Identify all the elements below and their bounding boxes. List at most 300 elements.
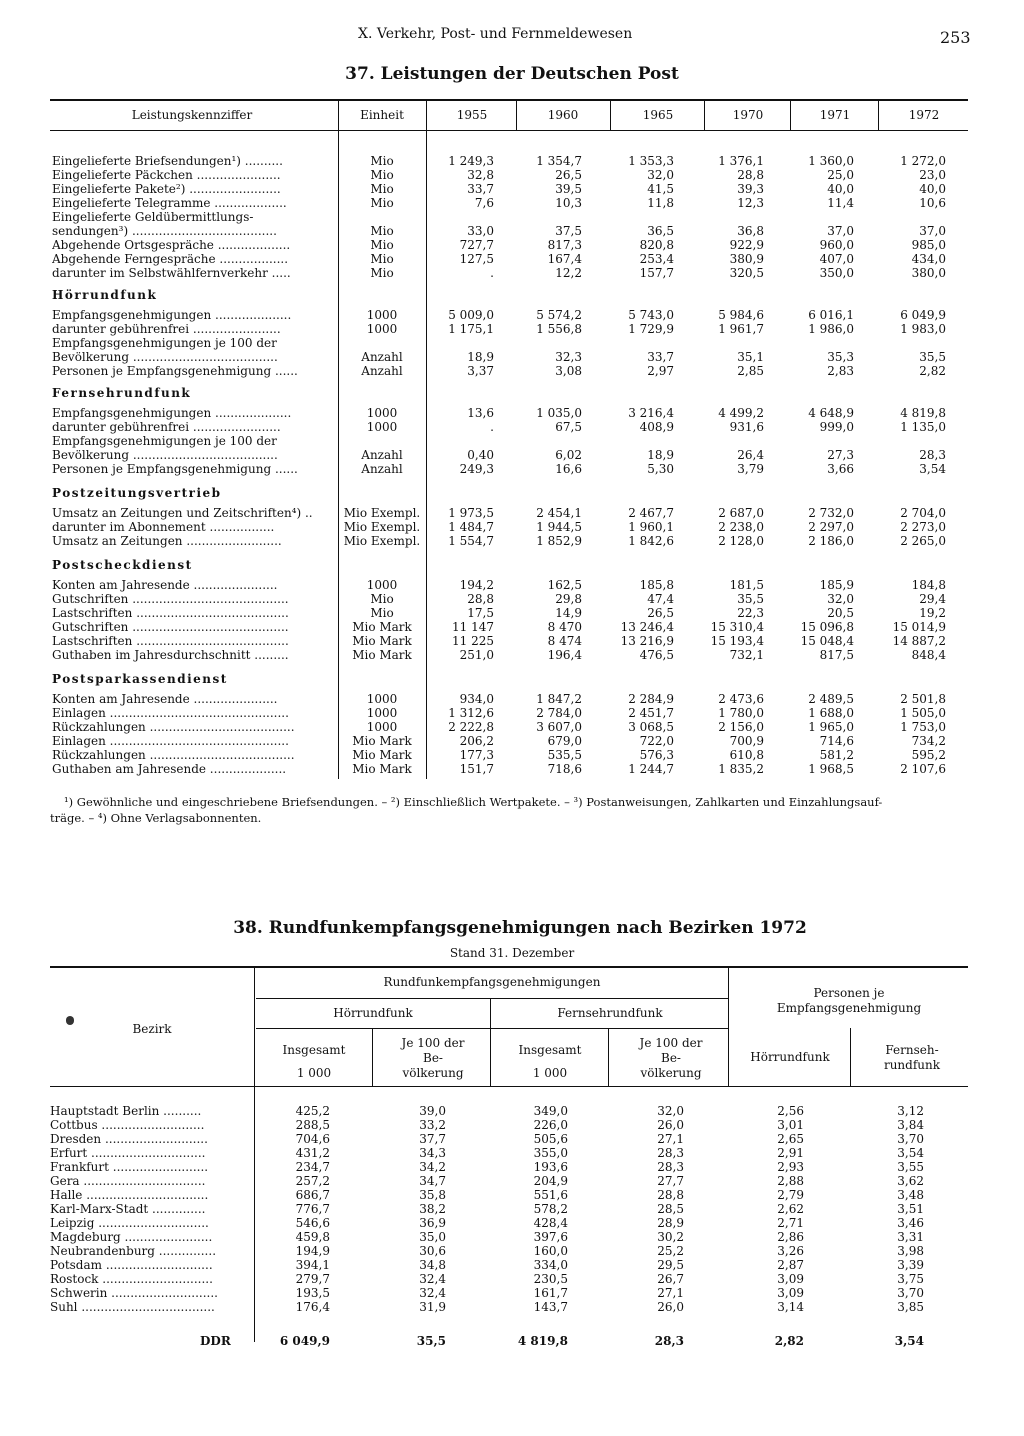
t38-cell: 2,56 — [777, 1104, 804, 1118]
t37-cell: 3 216,4 — [628, 406, 674, 420]
t37-cell: 194,2 — [459, 578, 494, 592]
t38-row-label: Cottbus ........................... — [50, 1118, 205, 1132]
t38-cell: 193,5 — [295, 1286, 330, 1300]
t37-cell: 15 096,8 — [800, 620, 854, 634]
t37-cell: 380,9 — [729, 252, 764, 266]
t37-cell: 26,4 — [737, 448, 764, 462]
t37-row-label: Lastschriften ........................................ — [52, 606, 289, 620]
t38-cell: 3,12 — [897, 1104, 924, 1118]
t37-cell: 5 009,0 — [448, 308, 494, 322]
t38-cell: 2,87 — [777, 1258, 804, 1272]
t37-cell: 0,40 — [467, 448, 494, 462]
t37-row-label: Eingelieferte Geldübermittlungs- — [52, 210, 254, 224]
t37-cell: 14,9 — [555, 606, 582, 620]
t37-cell: 817,3 — [547, 238, 582, 252]
t37-cell: 1 175,1 — [448, 322, 494, 336]
t37-cell: 2 297,0 — [808, 520, 854, 534]
t37-row-label: Gutschriften ......................................... — [52, 620, 289, 634]
t37-cell: 848,4 — [911, 648, 946, 662]
t37-cell: 1 554,7 — [448, 534, 494, 548]
t37-row-unit: 1000 — [366, 706, 398, 720]
t38-cell: 349,0 — [533, 1104, 568, 1118]
t38-cell: 2,71 — [777, 1216, 804, 1230]
t37-cell: 732,1 — [729, 648, 764, 662]
t37-cell: 5 984,6 — [718, 308, 764, 322]
t37-cell: 11 225 — [452, 634, 494, 648]
t38-row-label: Gera ................................ — [50, 1174, 206, 1188]
t37-cell: 36,8 — [737, 224, 764, 238]
t37-cell: 33,0 — [467, 224, 494, 238]
t37-row-label: Lastschriften ........................................ — [52, 634, 289, 648]
t37-cell: 11,4 — [827, 196, 854, 210]
t38-cell: 31,9 — [419, 1300, 446, 1314]
t38-cell: 3,55 — [897, 1160, 924, 1174]
t37-cell: 12,2 — [555, 266, 582, 280]
t37-cell: 13 216,9 — [620, 634, 674, 648]
t37-col-header: 1960 — [547, 108, 579, 122]
t38-cell: 428,4 — [533, 1216, 568, 1230]
t37-cell: 29,8 — [555, 592, 582, 606]
t37-cell: 1 965,0 — [808, 720, 854, 734]
t37-row-unit: 1000 — [366, 406, 398, 420]
t38-cell: 3,31 — [897, 1230, 924, 1244]
t37-cell: 23,0 — [919, 168, 946, 182]
t37-cell: 40,0 — [919, 182, 946, 196]
t37-cell: 11,8 — [647, 196, 674, 210]
t37-row-label: sendungen³) ...................................... — [52, 224, 277, 238]
t38-cell: 161,7 — [533, 1286, 568, 1300]
t37-cell: 14 887,2 — [892, 634, 946, 648]
t37-cell: 1 983,0 — [900, 322, 946, 336]
t37-row-label: Empfangsgenehmigungen .................... — [52, 406, 292, 420]
t38-cell: 28,3 — [657, 1160, 684, 1174]
t37-cell: 5 743,0 — [628, 308, 674, 322]
t38-cell: 2,88 — [777, 1174, 804, 1188]
t37-cell: 32,0 — [827, 592, 854, 606]
t38-cell: 2,62 — [777, 1202, 804, 1216]
t37-row-unit: 1000 — [366, 420, 398, 434]
t38-cell: 26,0 — [657, 1300, 684, 1314]
t37-cell: 2 501,8 — [900, 692, 946, 706]
t37-cell: 35,3 — [827, 350, 854, 364]
t37-cell: 581,2 — [819, 748, 854, 762]
t37-row-unit: Mio — [370, 266, 394, 280]
t37-row-label: Gutschriften ......................................... — [52, 592, 289, 606]
t37-cell: 1 835,2 — [718, 762, 764, 776]
t38-cell: 2,65 — [777, 1132, 804, 1146]
t37-row-label: Guthaben am Jahresende .................... — [52, 762, 287, 776]
t38-cell: 27,1 — [657, 1132, 684, 1146]
t38-cell: 3,48 — [897, 1188, 924, 1202]
t37-row-unit: Mio Mark — [352, 620, 412, 634]
t38-cell: 288,5 — [295, 1118, 330, 1132]
t38-row-label: Schwerin ............................ — [50, 1286, 218, 1300]
t38-cell: 234,7 — [295, 1160, 330, 1174]
t37-cell: 2 128,0 — [718, 534, 764, 548]
t37-row-unit: 1000 — [366, 692, 398, 706]
t37-cell: 679,0 — [547, 734, 582, 748]
t37-cell: 1 973,5 — [448, 506, 494, 520]
t37-cell: 67,5 — [555, 420, 582, 434]
t37-cell: 19,2 — [919, 606, 946, 620]
t37-cell: 47,4 — [647, 592, 674, 606]
t37-cell: 5 574,2 — [536, 308, 582, 322]
t37-cell: 1 505,0 — [900, 706, 946, 720]
t37-cell: 3,66 — [827, 462, 854, 476]
t37-cell: 177,3 — [459, 748, 494, 762]
t38-cell: 3,09 — [777, 1272, 804, 1286]
t37-cell: 28,3 — [919, 448, 946, 462]
t37-cell: 37,5 — [555, 224, 582, 238]
t37-row-unit: Mio — [370, 592, 394, 606]
t37-cell: 27,3 — [827, 448, 854, 462]
t38-cell: 394,1 — [295, 1258, 330, 1272]
t38-cell: 193,6 — [533, 1160, 568, 1174]
t37-cell: 718,6 — [547, 762, 582, 776]
t38-row-label: Halle ................................ — [50, 1188, 209, 1202]
t37-cell: 2 107,6 — [900, 762, 946, 776]
t38-cell: 3,70 — [897, 1132, 924, 1146]
t37-cell: 251,0 — [459, 648, 494, 662]
t37-cell: 10,3 — [555, 196, 582, 210]
t37-cell: 2 687,0 — [718, 506, 764, 520]
t37-cell: 1 960,1 — [628, 520, 674, 534]
t37-col-header: 1972 — [908, 108, 940, 122]
t37-row-unit: Anzahl — [361, 448, 403, 462]
table-38-title: 38. Rundfunkempfangsgenehmigungen nach Bezirken 1972 — [233, 918, 807, 938]
t37-cell: 11 147 — [452, 620, 494, 634]
t38-header-je100-fern: Je 100 der Be- völkerung — [639, 1036, 703, 1080]
t38-cell: 34,8 — [419, 1258, 446, 1272]
t37-row-label: Rückzahlungen ...................................... — [52, 720, 295, 734]
t37-cell: 2,82 — [919, 364, 946, 378]
t37-row-unit: Mio — [370, 168, 394, 182]
t37-cell: 610,8 — [729, 748, 764, 762]
t37-cell: 15 048,4 — [800, 634, 854, 648]
t38-cell: 28,9 — [657, 1216, 684, 1230]
t38-header-unit-fern: 1 000 — [532, 1066, 568, 1080]
t38-cell: 160,0 — [533, 1244, 568, 1258]
t37-row-unit: Mio Mark — [352, 748, 412, 762]
t38-total-cell: 6 049,9 — [279, 1334, 330, 1348]
t37-row-label: Eingelieferte Pakete²) ........................ — [52, 182, 281, 196]
t37-cell: 1 842,6 — [628, 534, 674, 548]
t38-cell: 32,4 — [419, 1286, 446, 1300]
t37-cell: 1 484,7 — [448, 520, 494, 534]
t37-col-header: 1965 — [642, 108, 674, 122]
t38-cell: 686,7 — [295, 1188, 330, 1202]
t37-cell: 1 360,0 — [808, 154, 854, 168]
t37-row-unit: Mio — [370, 182, 394, 196]
t37-cell: 3,79 — [737, 462, 764, 476]
t37-cell: 18,9 — [467, 350, 494, 364]
t37-cell: 3,37 — [467, 364, 494, 378]
t37-cell: 2 284,9 — [628, 692, 674, 706]
t37-cell: 1 729,9 — [628, 322, 674, 336]
t37-cell: 2,85 — [737, 364, 764, 378]
table-37-footnote-2: träge. – ⁴) Ohne Verlagsabonnenten. — [50, 811, 262, 825]
t38-cell: 30,6 — [419, 1244, 446, 1258]
t38-cell: 25,2 — [657, 1244, 684, 1258]
t37-cell: 3 607,0 — [536, 720, 582, 734]
t38-cell: 226,0 — [533, 1118, 568, 1132]
t37-cell: 1 847,2 — [536, 692, 582, 706]
t37-cell: 15 310,4 — [710, 620, 764, 634]
t37-cell: 727,7 — [459, 238, 494, 252]
t38-total-cell: 28,3 — [654, 1334, 684, 1348]
t38-header-unit-hoer: 1 000 — [296, 1066, 332, 1080]
t37-cell: 16,6 — [555, 462, 582, 476]
t37-cell: 350,0 — [819, 266, 854, 280]
t38-cell: 32,0 — [657, 1104, 684, 1118]
t37-cell: 37,0 — [827, 224, 854, 238]
t38-header-group: Rundfunkempfangsgenehmigungen — [383, 975, 601, 989]
t37-cell: 1 961,7 — [718, 322, 764, 336]
t37-cell: 1 852,9 — [536, 534, 582, 548]
t37-row-label: Konten am Jahresende ...................... — [52, 578, 278, 592]
t38-cell: 776,7 — [295, 1202, 330, 1216]
table-37-footnote-1: ¹) Gewöhnliche und eingeschriebene Briefsendungen. – ²) Einschließlich Wertpakete. – ³) Postanweisungen, Zahlkarten und Einzahlungsauf- — [64, 795, 883, 809]
t37-cell: 407,0 — [819, 252, 854, 266]
t38-cell: 3,62 — [897, 1174, 924, 1188]
t38-row-label: Magdeburg ....................... — [50, 1230, 213, 1244]
t38-header-persons-fern: Fernseh- rundfunk — [883, 1043, 941, 1072]
t37-cell: 2 784,0 — [536, 706, 582, 720]
t38-cell: 3,70 — [897, 1286, 924, 1300]
t37-cell: 3,08 — [555, 364, 582, 378]
t37-row-label: Bevölkerung ...................................... — [52, 350, 278, 364]
t37-cell: 35,5 — [919, 350, 946, 364]
t38-cell: 33,2 — [419, 1118, 446, 1132]
t38-header-je100-hoer: Je 100 der Be- völkerung — [401, 1036, 465, 1080]
t37-cell: 1 312,6 — [448, 706, 494, 720]
t38-row-label: Dresden ........................... — [50, 1132, 208, 1146]
t37-cell: 1 354,7 — [536, 154, 582, 168]
t38-header-persons-hoer: Hörrundfunk — [750, 1050, 830, 1064]
t37-cell: 2 473,6 — [718, 692, 764, 706]
t38-row-label: Potsdam ............................ — [50, 1258, 213, 1272]
t37-cell: 1 968,5 — [808, 762, 854, 776]
t37-row-label: Eingelieferte Briefsendungen¹) .......... — [52, 154, 283, 168]
t38-header-bezirk: Bezirk — [132, 1022, 172, 1036]
t37-row-unit: Anzahl — [361, 364, 403, 378]
t38-row-label: Erfurt .............................. — [50, 1146, 206, 1160]
t38-cell: 2,93 — [777, 1160, 804, 1174]
t37-row-label: darunter gebührenfrei ....................... — [52, 322, 281, 336]
t38-cell: 459,8 — [295, 1230, 330, 1244]
t37-cell: 26,5 — [555, 168, 582, 182]
t37-row-unit: Anzahl — [361, 350, 403, 364]
t37-cell: 35,5 — [737, 592, 764, 606]
t37-cell: 3,54 — [919, 462, 946, 476]
t37-row-label: Konten am Jahresende ...................... — [52, 692, 278, 706]
t37-row-unit: Mio Exempl. — [343, 520, 421, 534]
t37-section-heading: Hörrundfunk — [52, 288, 158, 302]
t38-cell: 425,2 — [295, 1104, 330, 1118]
t38-cell: 34,2 — [419, 1160, 446, 1174]
t37-cell: 33,7 — [467, 182, 494, 196]
t37-cell: 576,3 — [639, 748, 674, 762]
t38-cell: 38,2 — [419, 1202, 446, 1216]
t38-total-cell: 2,82 — [774, 1334, 804, 1348]
t37-cell: 17,5 — [467, 606, 494, 620]
t37-cell: 2 454,1 — [536, 506, 582, 520]
t37-cell: 1 986,0 — [808, 322, 854, 336]
t38-header-insgesamt-fern: Insgesamt — [518, 1043, 582, 1057]
t37-cell: 408,9 — [639, 420, 674, 434]
t37-cell: 8 470 — [547, 620, 582, 634]
t37-row-unit: Mio Mark — [352, 648, 412, 662]
t37-cell: 6,02 — [555, 448, 582, 462]
table-37-title: 37. Leistungen der Deutschen Post — [345, 64, 679, 84]
t37-cell: 39,3 — [737, 182, 764, 196]
t38-cell: 3,01 — [777, 1118, 804, 1132]
t38-cell: 29,5 — [657, 1258, 684, 1272]
t37-cell: 380,0 — [911, 266, 946, 280]
t37-cell: 922,9 — [729, 238, 764, 252]
page-number: 253 — [940, 28, 971, 47]
t37-row-label: Guthaben im Jahresdurchschnitt ......... — [52, 648, 289, 662]
t37-cell: . — [490, 420, 494, 434]
t37-cell: 722,0 — [639, 734, 674, 748]
t38-cell: 3,26 — [777, 1244, 804, 1258]
t37-cell: 595,2 — [911, 748, 946, 762]
t37-row-unit: Mio — [370, 238, 394, 252]
t38-cell: 3,51 — [897, 1202, 924, 1216]
t38-total-cell: 3,54 — [894, 1334, 924, 1348]
t37-cell: 1 780,0 — [718, 706, 764, 720]
t38-cell: 28,5 — [657, 1202, 684, 1216]
t37-cell: 4 819,8 — [900, 406, 946, 420]
t37-row-label: Bevölkerung ...................................... — [52, 448, 278, 462]
t37-cell: 36,5 — [647, 224, 674, 238]
t38-cell: 3,46 — [897, 1216, 924, 1230]
t38-cell: 3,85 — [897, 1300, 924, 1314]
t37-cell: 253,4 — [639, 252, 674, 266]
t37-cell: 2 467,7 — [628, 506, 674, 520]
t38-cell: 355,0 — [533, 1146, 568, 1160]
t37-cell: 33,7 — [647, 350, 674, 364]
t37-section-heading: Postsparkassendienst — [52, 672, 228, 686]
running-title: X. Verkehr, Post- und Fernmeldewesen — [358, 26, 633, 42]
t37-col-header: Leistungskennziffer — [131, 108, 253, 122]
t37-cell: 184,8 — [911, 578, 946, 592]
t37-row-label: Abgehende Ferngespräche .................. — [52, 252, 289, 266]
t38-cell: 28,8 — [657, 1188, 684, 1202]
t37-cell: 999,0 — [819, 420, 854, 434]
t37-cell: 206,2 — [459, 734, 494, 748]
t38-cell: 143,7 — [533, 1300, 568, 1314]
t37-col-header: Einheit — [360, 108, 404, 122]
t37-cell: 13 246,4 — [620, 620, 674, 634]
t37-section-heading: Postscheckdienst — [52, 558, 193, 572]
t37-cell: 28,8 — [467, 592, 494, 606]
t37-cell: 985,0 — [911, 238, 946, 252]
t37-cell: 28,8 — [737, 168, 764, 182]
t37-cell: 167,4 — [547, 252, 582, 266]
t37-cell: 22,3 — [737, 606, 764, 620]
t37-row-label: Einlagen ............................................... — [52, 734, 289, 748]
t38-total-label: DDR — [200, 1334, 231, 1348]
t38-cell: 2,91 — [777, 1146, 804, 1160]
t38-total-cell: 35,5 — [416, 1334, 446, 1348]
t38-cell: 230,5 — [533, 1272, 568, 1286]
t37-cell: 714,6 — [819, 734, 854, 748]
t37-row-unit: 1000 — [366, 720, 398, 734]
t37-row-unit: 1000 — [366, 308, 398, 322]
t37-cell: 1 249,3 — [448, 154, 494, 168]
t37-cell: 2 222,8 — [448, 720, 494, 734]
t38-cell: 505,6 — [533, 1132, 568, 1146]
table-38-subtitle: Stand 31. Dezember — [449, 946, 575, 960]
t37-cell: 2 273,0 — [900, 520, 946, 534]
t37-row-unit: Anzahl — [361, 462, 403, 476]
t37-row-label: Einlagen ............................................... — [52, 706, 289, 720]
t37-row-label: Empfangsgenehmigungen je 100 der — [52, 434, 277, 448]
t37-cell: 41,5 — [647, 182, 674, 196]
t37-cell: 13,6 — [467, 406, 494, 420]
t37-row-label: Eingelieferte Päckchen ...................... — [52, 168, 281, 182]
t38-cell: 34,3 — [419, 1146, 446, 1160]
t37-cell: 2 186,0 — [808, 534, 854, 548]
t38-cell: 3,39 — [897, 1258, 924, 1272]
t37-cell: 37,0 — [919, 224, 946, 238]
t37-row-unit: Mio Exempl. — [343, 534, 421, 548]
t37-cell: 7,6 — [474, 196, 494, 210]
t37-cell: 734,2 — [911, 734, 946, 748]
t37-row-label: Empfangsgenehmigungen je 100 der — [52, 336, 277, 350]
t37-cell: 2 451,7 — [628, 706, 674, 720]
t38-header-fern: Fernsehrundfunk — [557, 1006, 663, 1020]
t37-col-header: 1971 — [819, 108, 851, 122]
t38-cell: 257,2 — [295, 1174, 330, 1188]
t37-cell: 535,5 — [547, 748, 582, 762]
t37-section-heading: Fernsehrundfunk — [52, 386, 192, 400]
t38-cell: 2,79 — [777, 1188, 804, 1202]
t38-cell: 546,6 — [295, 1216, 330, 1230]
t37-cell: 151,7 — [459, 762, 494, 776]
t37-cell: 1 272,0 — [900, 154, 946, 168]
t38-header-persons: Personen je Empfangsgenehmigung — [776, 986, 922, 1015]
t38-cell: 39,0 — [419, 1104, 446, 1118]
t37-cell: 127,5 — [459, 252, 494, 266]
t37-cell: 162,5 — [547, 578, 582, 592]
t37-cell: 32,8 — [467, 168, 494, 182]
t37-row-unit: Mio — [370, 196, 394, 210]
t37-cell: 2 704,0 — [900, 506, 946, 520]
t37-cell: 934,0 — [459, 692, 494, 706]
t37-row-unit: Mio Mark — [352, 734, 412, 748]
t38-cell: 3,75 — [897, 1272, 924, 1286]
t38-cell: 204,9 — [533, 1174, 568, 1188]
t38-cell: 27,7 — [657, 1174, 684, 1188]
t37-row-unit: 1000 — [366, 578, 398, 592]
t37-cell: 10,6 — [919, 196, 946, 210]
t37-cell: 320,5 — [729, 266, 764, 280]
t37-cell: 20,5 — [827, 606, 854, 620]
t38-cell: 34,7 — [419, 1174, 446, 1188]
t37-col-header: 1955 — [456, 108, 488, 122]
t37-row-unit: Mio — [370, 154, 394, 168]
t37-cell: 820,8 — [639, 238, 674, 252]
t38-row-label: Hauptstadt Berlin .......... — [50, 1104, 202, 1118]
t38-cell: 551,6 — [533, 1188, 568, 1202]
t37-cell: 2 489,5 — [808, 692, 854, 706]
t38-cell: 32,4 — [419, 1272, 446, 1286]
t38-cell: 3,14 — [777, 1300, 804, 1314]
t37-cell: 185,8 — [639, 578, 674, 592]
t37-cell: 1 376,1 — [718, 154, 764, 168]
